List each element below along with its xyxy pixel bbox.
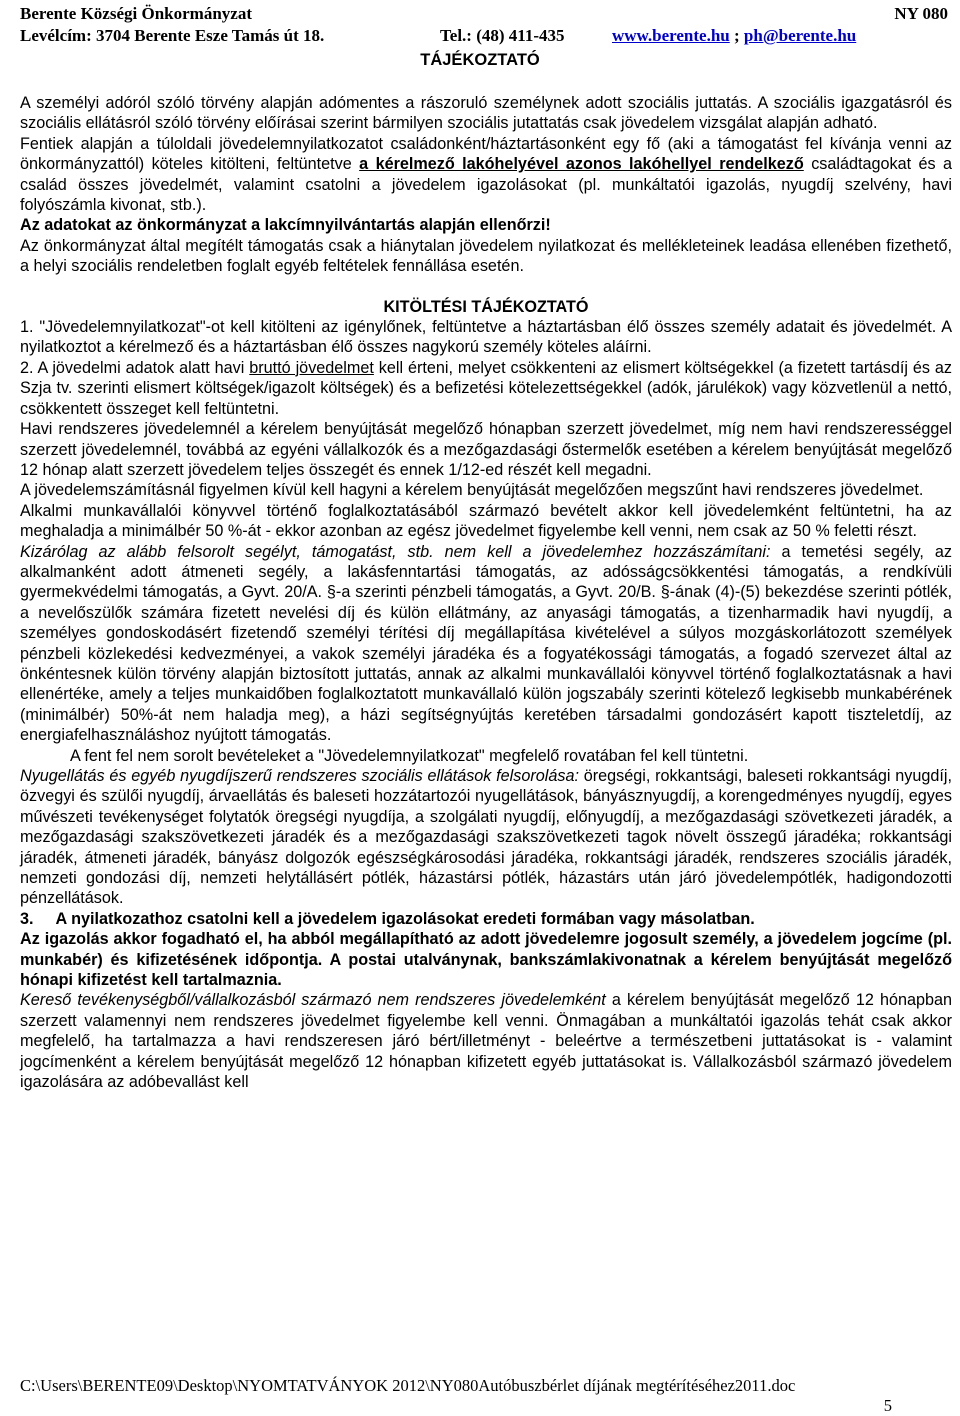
section-2: [20, 358, 952, 419]
excluded-benefits-lead: Kizárólag az alább felsorolt segélyt, támogatást, stb. nem kell a jövedelemhez hozzászámítani:: [20, 542, 771, 561]
pensions-lead: Nyugellátás és egyéb nyugdíjszerű rendszeres szociális ellátások felsorolása:: [20, 767, 579, 785]
section-2-excluded-benefits: [20, 542, 952, 746]
intro-p2-text: Fentiek alapján a túloldali jövedelemnyilatkozatot családonként/háztartásonként egy fő (aki a támogatást fel kívánja venni az önkormányzattól) köteles kitölteni, feltüntetve: [20, 134, 952, 174]
contact-links: [612, 26, 856, 46]
page-title: TÁJÉKOZTATÓ: [420, 51, 540, 69]
intro-paragraph-1: A személyi adóról szóló törvény alapján adómentes a rászoruló személynek adott szociális juttatás. A szociális igazgatásról és szociális ellátásról szóló törvény előírásai szerint bármilyen szociális jutattatás csak jövedelem vizsgálat alapján adható.: [20, 94, 952, 133]
fill-instructions-title: KITÖLTÉSI TÁJÉKOZTATÓ: [383, 297, 589, 316]
pensions-list: öregségi, rokkantsági, baleseti rokkantsági nyugdíj, özvegyi és szülői nyugdíj, árvaellátás és baleseti hozzátartozói nyugellátások, bányásznyugdíj, a korengedményes nyugdíj, egyes művészeti tevékenységet folytatók öregségi nyugdíja, a szolgálati nyugdíj, előnyugdíj, a mezőgazdasági szövetkezeti járadék, a mezőgazdasági szakszövetkezeti járadék és a mezőgazdasági szakszövetkezeti tagok növelt összegű járadéka; rokkantsági járadék, átmeneti járadék, bányász dolgozók egészségkárosodási járadéka, rokkantsági járadék, rendszeres szociális járadék, nemzeti gondozási díj, nemzeti helytállásért pótlék, házastársi pótlék, házastárs után járó jövedelempótlék, hadigondozotti pénzellátások.: [20, 767, 952, 908]
section-3-irregular-income: [20, 990, 952, 1092]
postal-address: Levélcím: 3704 Berente Esze Tamás út 18.: [20, 26, 325, 45]
section-2-other-income-note: A fent fel nem sorolt bevételeket a "Jövedelemnyilatkozat" megfelelő rovatában fel kell tüntetni.: [70, 746, 749, 765]
org-name: Berente Községi Önkormányzat: [20, 4, 252, 23]
page-number: 5: [883, 1396, 892, 1415]
section-1: 1. "Jövedelemnyilatkozat"-ot kell kitölteni az igénylőnek, feltüntetve a háztartásban élő összes személy adatait és jövedelmét. A nyilatkoztot a kérelmező és a háztartásban élő összes nagykorú személy köteles aláírni.: [20, 318, 952, 357]
form-number: NY 080: [894, 4, 948, 23]
header-line-2: [20, 26, 948, 46]
section-2-text: 2. A jövedelmi adatok alatt havi: [20, 358, 250, 377]
verification-notice: Az adatokat az önkormányzat a lakcímnyilvántartás alapján ellenőrzi!: [20, 216, 551, 235]
intro-p2-emphasis: a kérelmező lakóhelyével azonos lakóhellyel rendelkező: [359, 155, 804, 174]
irregular-income-text: a kérelem benyújtását megelőző 12 hónapban szerzett valamennyi nem rendszeres jövedelmet figyelembe kell venni. Önmagában a munkáltatói igazolás tehát csak akkor megfelelő, ha tartalmazza a havi rendszeresen járó bért/illetményt - beleértve a természetbeni juttatásokat is - valamint jogcímenként a kérelem benyújtását megelőző 12 hónapban kifizetett egyéb juttatásokat is. Vállalkozásból származó jövedelem igazolására az adóbevallást kell: [20, 991, 952, 1092]
email-link[interactable]: ph@berente.hu: [743, 26, 857, 45]
section-2-monthly-income: Havi rendszeres jövedelemnél a kérelem benyújtását megelőző hónapban szerzett jövedelmet, míg nem havi rendszerességgel szerzett jövedelemnél, továbbá az egyéni vállalkozók és a mezőgazdasági őstermelők esetében a kérelem benyújtását megelőző 12 hónap alatt szerzett jövedelem teljes összegét és ennek 1/12-ed részét kell megadni.: [20, 420, 952, 479]
website-link[interactable]: www.berente.hu: [612, 26, 730, 45]
phone-number: Tel.: (48) 411-435: [440, 26, 565, 45]
section-2-pensions: [20, 766, 952, 909]
section-3-number: 3.: [20, 909, 34, 928]
section-3-heading: A nyilatkozathoz csatolni kell a jövedelem igazolásokat eredeti formában vagy másolatban.: [55, 909, 755, 928]
gross-income-term: bruttó jövedelmet: [249, 358, 374, 377]
section-2-rest: kell érteni, melyet csökkenteni az elismert költségekkel (a fizetett tartásdíj és az Szja tv. szerinti elismert költségek/igazolt költségek) és a befizetési kötelezettségekkel (adók, járulékok) vagy közvetlenül a nettó, csökkentett összeget kell feltüntetni.: [20, 358, 952, 418]
section-2-discontinued-income: A jövedelemszámításnál figyelmen kívül kell hagyni a kérelem benyújtását megelőzően megszűnt havi rendszeres jövedelmet.: [20, 481, 924, 500]
document-file-path: C:\Users\BERENTE09\Desktop\NYOMTATVÁNYOK 2012\NY080Autóbuszbérlet díjának megtérítéséhez2011.doc: [20, 1376, 796, 1395]
intro-p2-rest: családtagokat és a család összes jövedelmét, valamint csatolni a jövedelem igazolásokat (pl. munkáltatói igazolás, nyugdíj szelvény, havi folyószámla kivonat, stb.).: [20, 155, 952, 215]
intro-paragraph-2: [20, 134, 952, 216]
irregular-income-lead: Kereső tevékenységből/vállalkozásból származó nem rendszeres jövedelemként: [20, 991, 606, 1010]
section-2-casual-work: Alkalmi munkavállalói könyvvel történő foglalkoztatásából származó bevételt akkor kell jövedelemként feltüntetni, ha az meghaladja a minimálbér 50 %-át - ekkor azonban az egész jövedelmet figyelembe kell venni, nem csak az 50 % feletti részt.: [20, 501, 952, 541]
link-separator: ;: [729, 26, 744, 45]
header-line-1: [20, 4, 948, 24]
intro-paragraph-4: Az önkormányzat által megítélt támogatás csak a hiánytalan jövedelem nyilatkozat és mellékleteinek leadása ellenében fizethető, a helyi szociális rendeletben foglalt egyéb feltételek fennállása esetén.: [20, 236, 952, 276]
section-3-certificate-rules: Az igazolás akkor fogadható el, ha abból megállapítható az adott jövedelemre jogosult személy, a jövedelem jogcíme (pl. munkabér) és kifizetésének időpontja. A postai utalványnak, bankszámlakivonatnak a kérelem benyújtását megelőző hónapi kifizetést kell tartalmaznia.: [20, 930, 952, 990]
document-body: [20, 93, 952, 1093]
excluded-benefits-list: a temetési segély, az alkalmanként adott átmeneti segély, a lakásfenntartási támogatás, az adósságcsökkentési támogatás, a rendkívüli gyermekvédelmi támogatás, a Gyvt. 20/A. §-a szerinti pénzbeli támogatás, a Gyvt. 20/B. §-ának (4)-(5) bekezdése szerinti pótlék, a nevelőszülők számára fizetett nevelési díj és külön ellátmány, az anyasági támogatás, a tizenharmadik havi nyugdíj, a személyes gondoskodásért fizetendő személyi térítési díj megállapítása kivételével a súlyos mozgáskorlátozott személyek pénzbeli közlekedési kedvezményei, a vakok személyi járadéka és a fogyatékossági támogatás, a fogadó szervezet által az önkéntesnek külön törvény alapján biztosított juttatás, annak az alkalmi munkavállalói könyvvel történő foglalkoztatásnak a havi ellenértéke, amely a teljes munkaidőben foglalkoztatott munkavállaló külön jogszabály szerinti kötelező legkisebb munkabérének (minimálbér) 50%-át nem haladja meg), a házi segítségnyújtás keretében társadalmi gondozásért kapott tiszteletdíj, az energiafelhasználáshoz nyújtott támogatás.: [20, 542, 952, 745]
section-3: [20, 909, 952, 929]
